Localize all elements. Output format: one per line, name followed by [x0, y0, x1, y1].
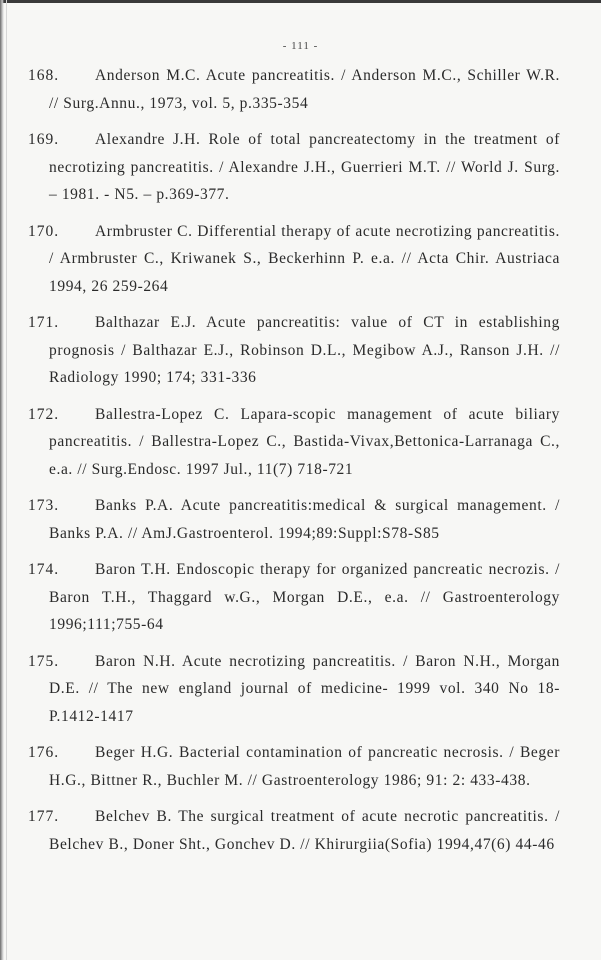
reference-item — [0, 556, 601, 639]
reference-text: Belchev B. The surgical treatment of acute necrotic pancreatitis. / Belchev B., Doner Sht., Gonchev D. // Khirurgiia(Sofia) 1994,47(6) 44-46 — [49, 808, 560, 853]
reference-item — [0, 126, 601, 209]
reference-text: Baron N.H. Acute necrotizing pancreatitis. / Baron N.H., Morgan D.E. // The new england journal of medicine- 1999 vol. 340 No 18- P.1412-1417 — [49, 652, 560, 725]
reference-text: Balthazar E.J. Acute pancreatitis: value of CT in establishing prognosis / Balthazar E.J., Robinson D.L., Megibow A.J., Ranson J.H. // Radiology 1990; 174; 331-336 — [49, 314, 560, 386]
reference-text: Anderson M.C. Acute pancreatitis. / Anderson M.C., Schiller W.R. // Surg.Annu., 1973, vol. 5, p.335-354 — [49, 67, 560, 112]
reference-number: 173. — [28, 497, 60, 514]
reference-text: Beger H.G. Bacterial contamination of pancreatic necrosis. / Beger H.G., Bittner R., Buchler M. // Gastroenterology 1986; 91: 2: 433-438. — [49, 744, 560, 789]
reference-item — [0, 62, 601, 117]
reference-text: Alexandre J.H. Role of total pancreatectomy in the treatment of necrotizing pancreatitis. / Alexandre J.H., Guerrieri M.T. // World J. Surg. – 1981. - N5. – p.369-377. — [49, 131, 560, 203]
reference-item — [0, 218, 601, 301]
reference-number: 169. — [28, 131, 60, 148]
scan-top-edge — [0, 0, 601, 3]
reference-number: 168. — [28, 67, 60, 84]
reference-number: 170. — [28, 222, 60, 240]
reference-number: 176. — [28, 744, 60, 761]
reference-item — [0, 803, 601, 858]
reference-text: Banks P.A. Acute pancreatitis:medical & surgical management. / Banks P.A. // AmJ.Gastroenterol. 1994;89:Suppl:S78-S85 — [49, 497, 560, 542]
reference-text: Armbruster C. Differential therapy of acute necrotizing pancreatitis. / Armbruster C., Kriwanek S., Beckerhinn P. e.a. // Acta Chir. Austriaca 1994, 26 259-264 — [49, 222, 560, 295]
reference-text: Ballestra-Lopez C. Lapara-scopic management of acute biliary pancreatitis. / Ballestra-Lopez C., Bastida-Vivax,Bettonica-Larranaga C., e.a. // Surg.Endosc. 1997 Jul., 11(7) 718-721 — [49, 405, 560, 478]
reference-item — [0, 401, 601, 484]
reference-text: Baron T.H. Endoscopic therapy for organized pancreatic necrozis. / Baron T.H., Thaggard w.G., Morgan D.E., e.a. // Gastroenterology 1996;111;755-64 — [49, 561, 560, 633]
reference-item — [0, 309, 601, 392]
page-number: - 111 - — [282, 40, 319, 52]
reference-item — [0, 492, 601, 547]
reference-number: 174. — [28, 561, 60, 578]
reference-number: 175. — [28, 652, 60, 670]
reference-item — [0, 648, 601, 731]
reference-number: 172. — [28, 405, 60, 423]
reference-item — [0, 739, 601, 794]
reference-number: 171. — [28, 314, 60, 331]
reference-list — [0, 62, 601, 867]
reference-number: 177. — [28, 808, 60, 825]
